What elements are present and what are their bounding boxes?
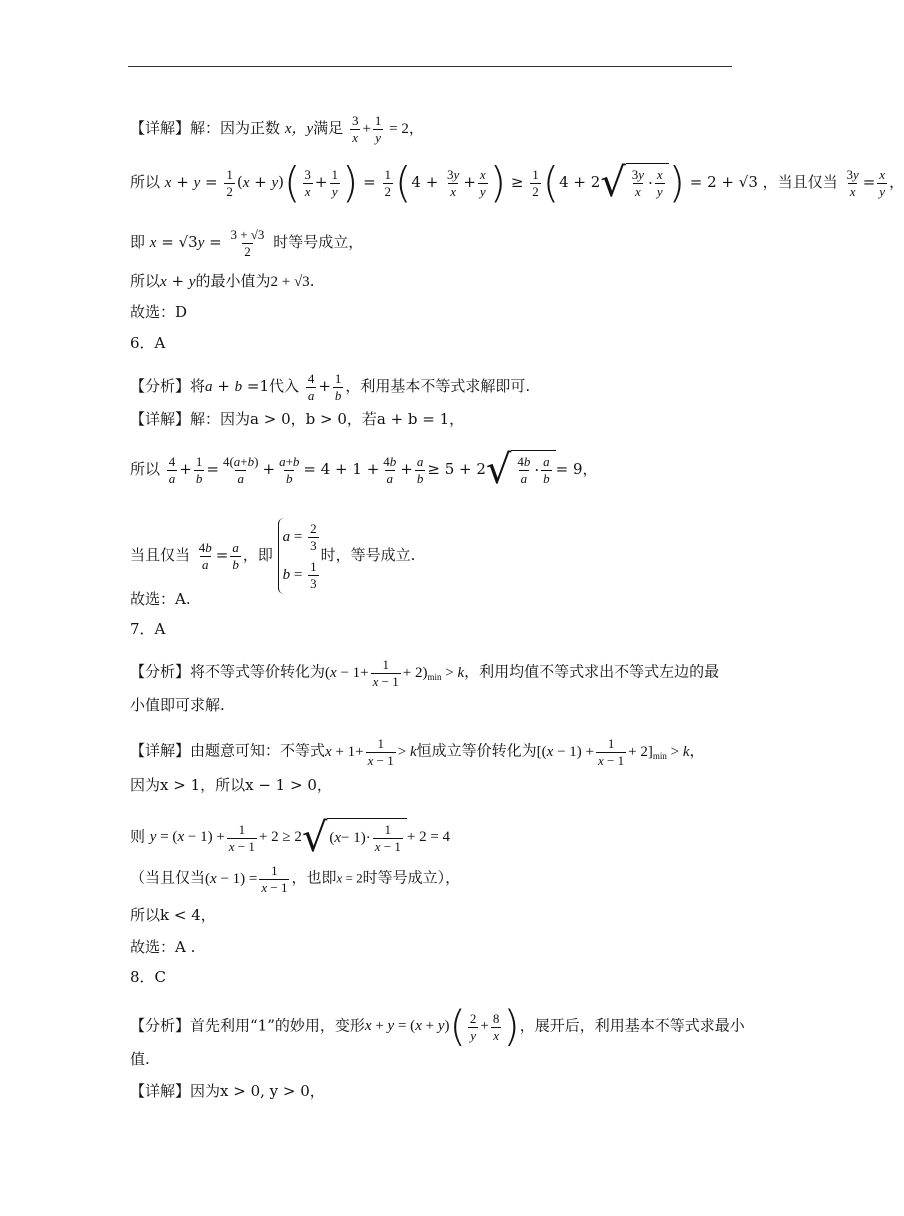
section-tag: 【详解】 [130, 741, 191, 760]
section-tag: 【分析】 [130, 662, 191, 681]
solution-line-4: 所以x + y的最小值为2 + √3. [130, 272, 315, 290]
section-tag: 【详解】 [130, 119, 191, 138]
answer-line: 故选：A. [130, 590, 191, 608]
detail-line: 则 y = (x − 1) + $\frac{1}{x - 1}$ + 2 ≥ 2 √ ( x − 1)· $\frac{1}{x - 1}$ + 2 = 4 [130, 815, 451, 861]
solution-line-2: 所以 x + y = $\frac{1}{2}$ (x + y)( $\frac{3}{x}$ + $\frac{1}{y}$ ) = $\frac{1}{2}$ (4 + $\frac{3y}{x}$ + $\frac{x}{y}$ ) ≥ $\frac{1}{2}$ (4 + 2 √ $\frac{3y}{x}$ · $\frac{x}{y}$ ) = 2 + √3 ，当且仅当 $\frac{3y}{x}$ = $\frac{x}{y}$ ， [130, 158, 904, 207]
question-number: 6．A [130, 334, 166, 352]
section-tag: 【分析】 [130, 1016, 191, 1035]
detail-line: 因为x > 1，所以x − 1 > 0， [130, 776, 332, 794]
solution-line-1: 【详解】解：因为正数 x，y满足 $\frac{3}{x}$ + $\frac{1}{y}$ = 2， [130, 113, 424, 145]
system-brace: a = $\frac{2}{3}$ b = $\frac{1}{3}$ [278, 518, 321, 594]
detail-line: 【详解】解：因为a > 0，b > 0，若a + b = 1， [130, 410, 465, 428]
question-number: 7．A [130, 620, 166, 638]
detail-line: 【详解】因为x > 0, y > 0， [130, 1082, 325, 1100]
answer-line: 故选：D [130, 303, 188, 321]
section-tag: 【分析】 [130, 377, 191, 396]
question-number: 8．C [130, 968, 167, 986]
analysis-line: 小值即可求解. [130, 696, 225, 714]
detail-line: 【详解】由题意可知：不等式x + 1+ $\frac{1}{x - 1}$ > k恒成立等价转化为[(x − 1) + $\frac{1}{x - 1}$ + $2]_{min} > k$， [130, 736, 705, 768]
answer-line: 故选：A . [130, 938, 196, 956]
analysis-line: 【分析】首先利用“1”的妙用，变形x + y = (x + y)( $\frac{2}{y}$ + $\frac{8}{x}$ )，展开后，利用基本不等式求最小 [130, 1002, 745, 1051]
header-rule [128, 66, 732, 67]
detail-line: 当且仅当 $\frac{4b}{a}$ = $\frac{a}{b}$ ，即 a = $\frac{2}{3}$ b = $\frac{1}{3}$ 时，等号成立. [130, 518, 415, 594]
detail-line: 所以 $\frac{4}{a}$ + $\frac{1}{b}$ = $\frac{4(a+b)}{a}$ + $\frac{a+b}{b}$ = 4 + 1 + $\frac{4b}{a}$ + $\frac{a}{b}$ ≥ 5 + 2 √ $\frac{4b}{a}$ · $\frac{a}{b}$ = 9， [130, 447, 598, 493]
analysis-line: 值. [130, 1050, 150, 1068]
solution-line-3: 即 x = √3y = $\frac{3 + √3}{2}$ 时等号成立， [130, 227, 364, 259]
section-tag: 【详解】 [130, 1082, 191, 1100]
section-tag: 【详解】 [130, 410, 191, 428]
detail-line: （当且仅当(x − 1) = $\frac{1}{x - 1}$ ，也即x = 2时等号成立）， [130, 863, 461, 895]
analysis-line: 【分析】将a + b =1代入 $\frac{4}{a}$ + $\frac{1}{b}$ ，利用基本不等式求解即可. [130, 371, 531, 403]
analysis-line: 【分析】将不等式等价转化为(x − 1+ $\frac{1}{x - 1}$ + $2)_{min} > k$，利用均值不等式求出不等式左边的最 [130, 657, 720, 689]
detail-line: 所以k < 4， [130, 906, 216, 924]
